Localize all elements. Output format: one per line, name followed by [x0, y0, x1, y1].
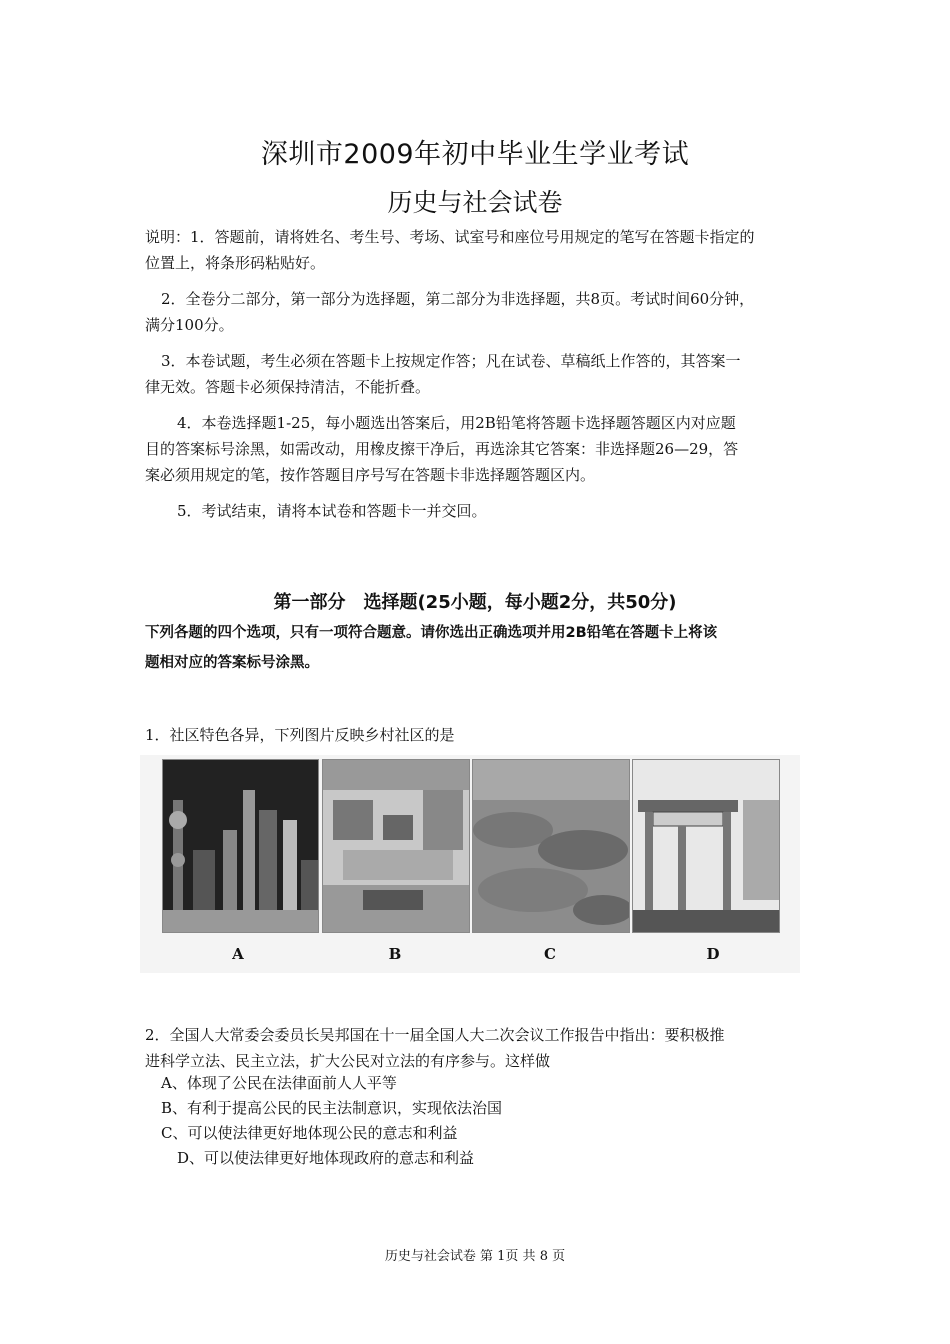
question-2-option-a: A、体现了公民在法律面前人人平等 — [161, 1074, 397, 1092]
instruction-1-line1: 说明：1．答题前，请将姓名、考生号、考场、试室号和座位号用规定的笔写在答题卡指定的 — [145, 228, 755, 246]
instruction-2-line2: 满分100分。 — [145, 316, 234, 334]
page-footer: 历史与社会试卷 第 1页 共 8 页 — [384, 1249, 566, 1264]
photo-label-c: C — [544, 945, 556, 963]
instruction-3-line2: 律无效。答题卡必须保持清洁，不能折叠。 — [145, 378, 431, 396]
photo-d-archway — [632, 759, 780, 933]
instruction-3-line1: 3．本卷试题，考生必须在答题卡上按规定作答；凡在试卷、草稿纸上作答的，其答案一 — [161, 352, 741, 370]
photo-a-city-night — [162, 759, 319, 933]
exam-subtitle: 历史与社会试卷 — [387, 188, 563, 217]
photo-label-b: B — [388, 945, 402, 963]
section-note — [145, 618, 825, 678]
instruction-4 — [145, 410, 815, 488]
instruction-5: 5．考试结束，请将本试卷和答题卡一并交回。 — [177, 502, 487, 520]
section-note-line1: 下列各题的四个选项，只有一项符合题意。请你选出正确选项并用2B铅笔在答题卡上将该 — [145, 625, 718, 641]
instruction-1-line2: 位置上，将条形码粘贴好。 — [145, 254, 326, 272]
photo-b-industrial — [322, 759, 470, 933]
section-note-line2: 题相对应的答案标号涂黑。 — [145, 655, 319, 671]
question-2-stem — [145, 1022, 825, 1074]
instruction-2-line1: 2．全卷分二部分，第一部分为选择题，第二部分为非选择题，共8页。考试时间60分钟， — [161, 290, 755, 308]
section-heading: 第一部分 选择题(25小题，每小题2分，共50分) — [273, 592, 677, 613]
question-2-option-d: D、可以使法律更好地体现政府的意志和利益 — [177, 1149, 475, 1167]
instruction-4-line2: 目的答案标号涂黑，如需改动，用橡皮擦干净后，再选涂其它答案：非选择题26—29，答 — [145, 440, 739, 458]
instruction-2 — [145, 286, 815, 338]
photo-c-rural — [472, 759, 630, 933]
instruction-1 — [145, 224, 815, 276]
question-2-option-b: B、有利于提高公民的民主法制意识，实现依法治国 — [161, 1099, 503, 1117]
instruction-3 — [145, 348, 815, 400]
photo-label-d: D — [706, 945, 720, 963]
question-2-stem-line1: 2．全国人大常委会委员长吴邦国在十一届全国人大二次会议工作报告中指出：要积极推 — [145, 1026, 725, 1044]
instruction-4-line1: 4．本卷选择题1-25，每小题选出答案后，用2B铅笔将答题卡选择题答题区内对应题 — [177, 414, 736, 432]
photo-label-a: A — [232, 945, 244, 963]
question-2-stem-line2: 进科学立法、民主立法，扩大公民对立法的有序参与。这样做 — [145, 1052, 551, 1070]
question-1-stem: 1．社区特色各异，下列图片反映乡村社区的是 — [145, 726, 455, 744]
instruction-4-line3: 案必须用规定的笔，按作答题目序号写在答题卡非选择题答题区内。 — [145, 466, 596, 484]
question-1-figure — [140, 755, 800, 973]
exam-title: 深圳市2009年初中毕业生学业考试 — [260, 139, 690, 170]
question-2-option-c: C、可以使法律更好地体现公民的意志和利益 — [161, 1124, 458, 1142]
